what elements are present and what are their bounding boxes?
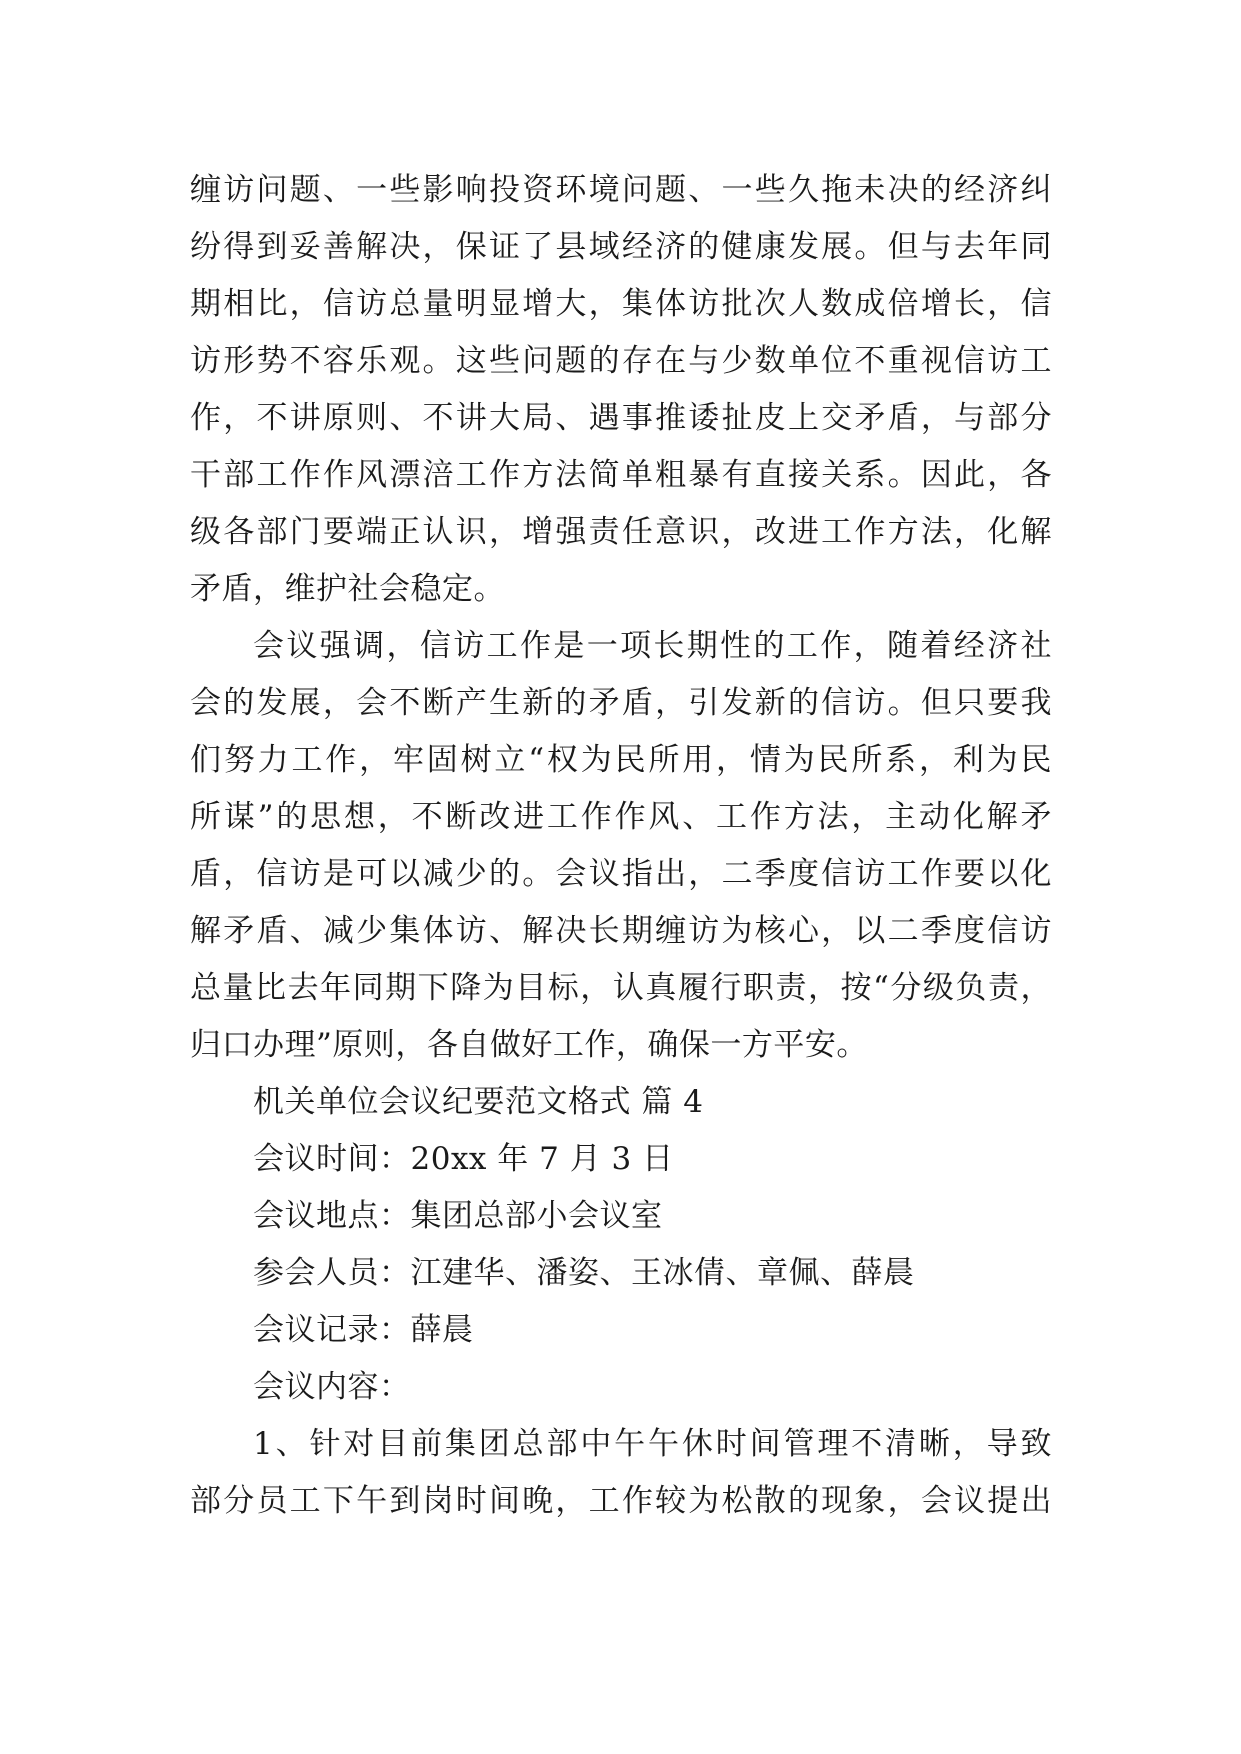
meeting-attendees: 参会人员：江建华、潘姿、王冰倩、章佩、薛晨 bbox=[253, 1255, 915, 1291]
meeting-location: 会议地点：集团总部小会议室 bbox=[253, 1198, 663, 1234]
text-line: 缠访问题、一些影响投资环境问题、一些久拖未决的经济纠 bbox=[190, 172, 1052, 208]
paragraph bbox=[190, 618, 1052, 1074]
paragraph bbox=[190, 1416, 1052, 1530]
text-line: 级各部门要端正认识，增强责任意识，改进工作方法，化解 bbox=[190, 514, 1052, 550]
text-line: 总量比去年同期下降为目标，认真履行职责，按“分级负责， bbox=[190, 970, 1052, 1006]
text-line: 会议强调，信访工作是一项长期性的工作，随着经济社 bbox=[253, 628, 1052, 664]
text-line: 访形势不容乐观。这些问题的存在与少数单位不重视信访工 bbox=[190, 343, 1052, 379]
text-line: 盾，信访是可以减少的。会议指出，二季度信访工作要以化 bbox=[190, 856, 1052, 892]
meeting-recorder: 会议记录：薛晨 bbox=[253, 1312, 474, 1348]
section-heading: 机关单位会议纪要范文格式 篇 4 bbox=[253, 1084, 704, 1120]
text-line: 矛盾，维护社会稳定。 bbox=[190, 571, 505, 607]
text-line: 解矛盾、减少集体访、解决长期缠访为核心，以二季度信访 bbox=[190, 913, 1052, 949]
meeting-time: 会议时间：20xx 年 7 月 3 日 bbox=[253, 1141, 674, 1177]
text-line: 1、针对目前集团总部中午午休时间管理不清晰，导致 bbox=[253, 1426, 1052, 1462]
text-line: 所谋”的思想，不断改进工作作风、工作方法，主动化解矛 bbox=[190, 799, 1052, 835]
meeting-content-label: 会议内容： bbox=[253, 1369, 411, 1405]
text-line: 们努力工作，牢固树立“权为民所用，情为民所系，利为民 bbox=[190, 742, 1052, 778]
text-line: 会的发展，会不断产生新的矛盾，引发新的信访。但只要我 bbox=[190, 685, 1052, 721]
text-line: 部分员工下午到岗时间晚，工作较为松散的现象，会议提出 bbox=[190, 1483, 1052, 1519]
text-line: 作，不讲原则、不讲大局、遇事推诿扯皮上交矛盾，与部分 bbox=[190, 400, 1052, 436]
text-line: 干部工作作风漂涪工作方法简单粗暴有直接关系。因此，各 bbox=[190, 457, 1052, 493]
paragraph bbox=[190, 162, 1052, 618]
text-line: 归口办理”原则，各自做好工作，确保一方平安。 bbox=[190, 1027, 868, 1063]
text-line: 期相比，信访总量明显增大，集体访批次人数成倍增长，信 bbox=[190, 286, 1052, 322]
document-body bbox=[190, 162, 1052, 1530]
text-line: 纷得到妥善解决，保证了县域经济的健康发展。但与去年同 bbox=[190, 229, 1052, 265]
